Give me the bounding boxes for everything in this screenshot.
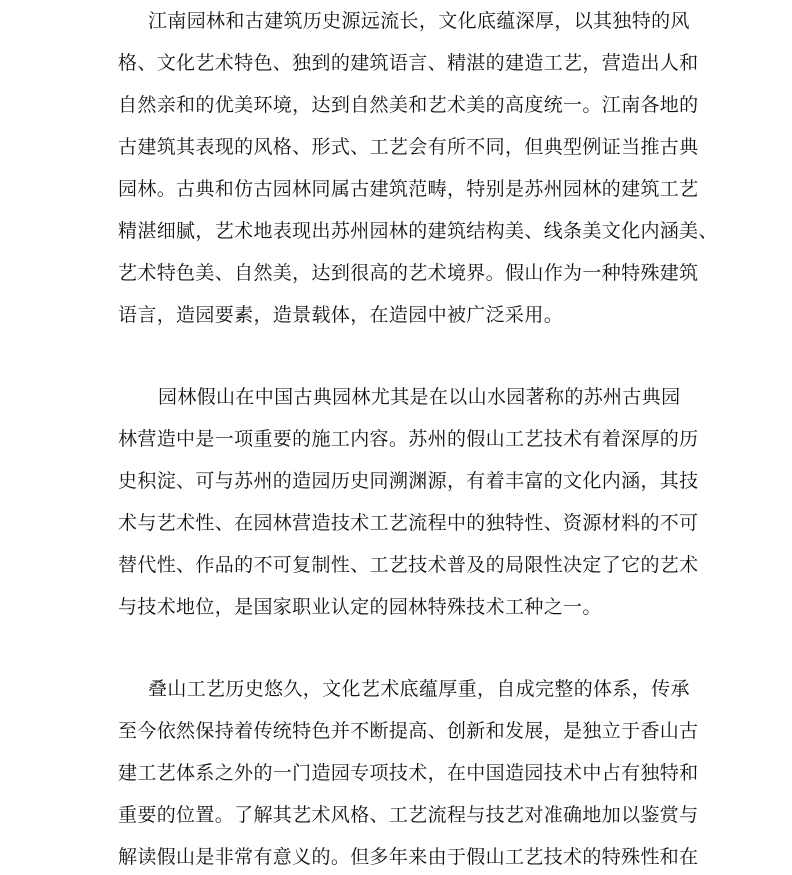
text-line: 园林假山在中国古典园林尤其是在以山水园著称的苏州古典园 xyxy=(158,386,681,408)
text-line: 语言，造园要素，造景载体，在造园中被广泛采用。 xyxy=(118,304,564,326)
text-line: 自然亲和的优美环境，达到自然美和艺术美的高度统一。江南各地的 xyxy=(118,94,699,116)
text-line: 至今依然保持着传统特色并不断提高、创新和发展，是独立于香山古 xyxy=(118,720,699,742)
text-line: 重要的位置。了解其艺术风格、工艺流程与技艺对准确地加以鉴赏与 xyxy=(118,804,699,826)
text-line: 格、文化艺术特色、独到的建筑语言、精湛的建造工艺，营造出人和 xyxy=(118,52,699,74)
text-line: 与技术地位，是国家职业认定的园林特殊技术工种之一。 xyxy=(118,596,602,618)
text-line: 江南园林和古建筑历史源远流长，文化底蕴深厚，以其独特的风 xyxy=(148,10,690,32)
text-line: 术与艺术性、在园林营造技术工艺流程中的独特性、资源材料的不可 xyxy=(118,512,699,534)
text-line: 园林。古典和仿古园林同属古建筑范畴，特别是苏州园林的建筑工艺 xyxy=(118,178,699,200)
text-line: 替代性、作品的不可复制性、工艺技术普及的局限性决定了它的艺术 xyxy=(118,554,699,576)
text-line: 建工艺体系之外的一门造园专项技术，在中国造园技术中占有独特和 xyxy=(118,762,699,784)
text-line: 史积淀、可与苏州的造园历史同溯渊源，有着丰富的文化内涵，其技 xyxy=(118,470,699,492)
text-line: 精湛细腻，艺术地表现出苏州园林的建筑结构美、线条美文化内涵美、 xyxy=(118,220,718,242)
text-line: 古建筑其表现的风格、形式、工艺会有所不同，但典型例证当推古典 xyxy=(118,136,699,158)
text-line: 叠山工艺历史悠久，文化艺术底蕴厚重，自成完整的体系，传承 xyxy=(148,678,690,700)
text-line: 艺术特色美、自然美，达到很高的艺术境界。假山作为一种特殊建筑 xyxy=(118,262,699,284)
text-line: 林营造中是一项重要的施工内容。苏州的假山工艺技术有着深厚的历 xyxy=(118,428,699,450)
text-line: 解读假山是非常有意义的。但多年来由于假山工艺技术的特殊性和在 xyxy=(118,846,699,868)
